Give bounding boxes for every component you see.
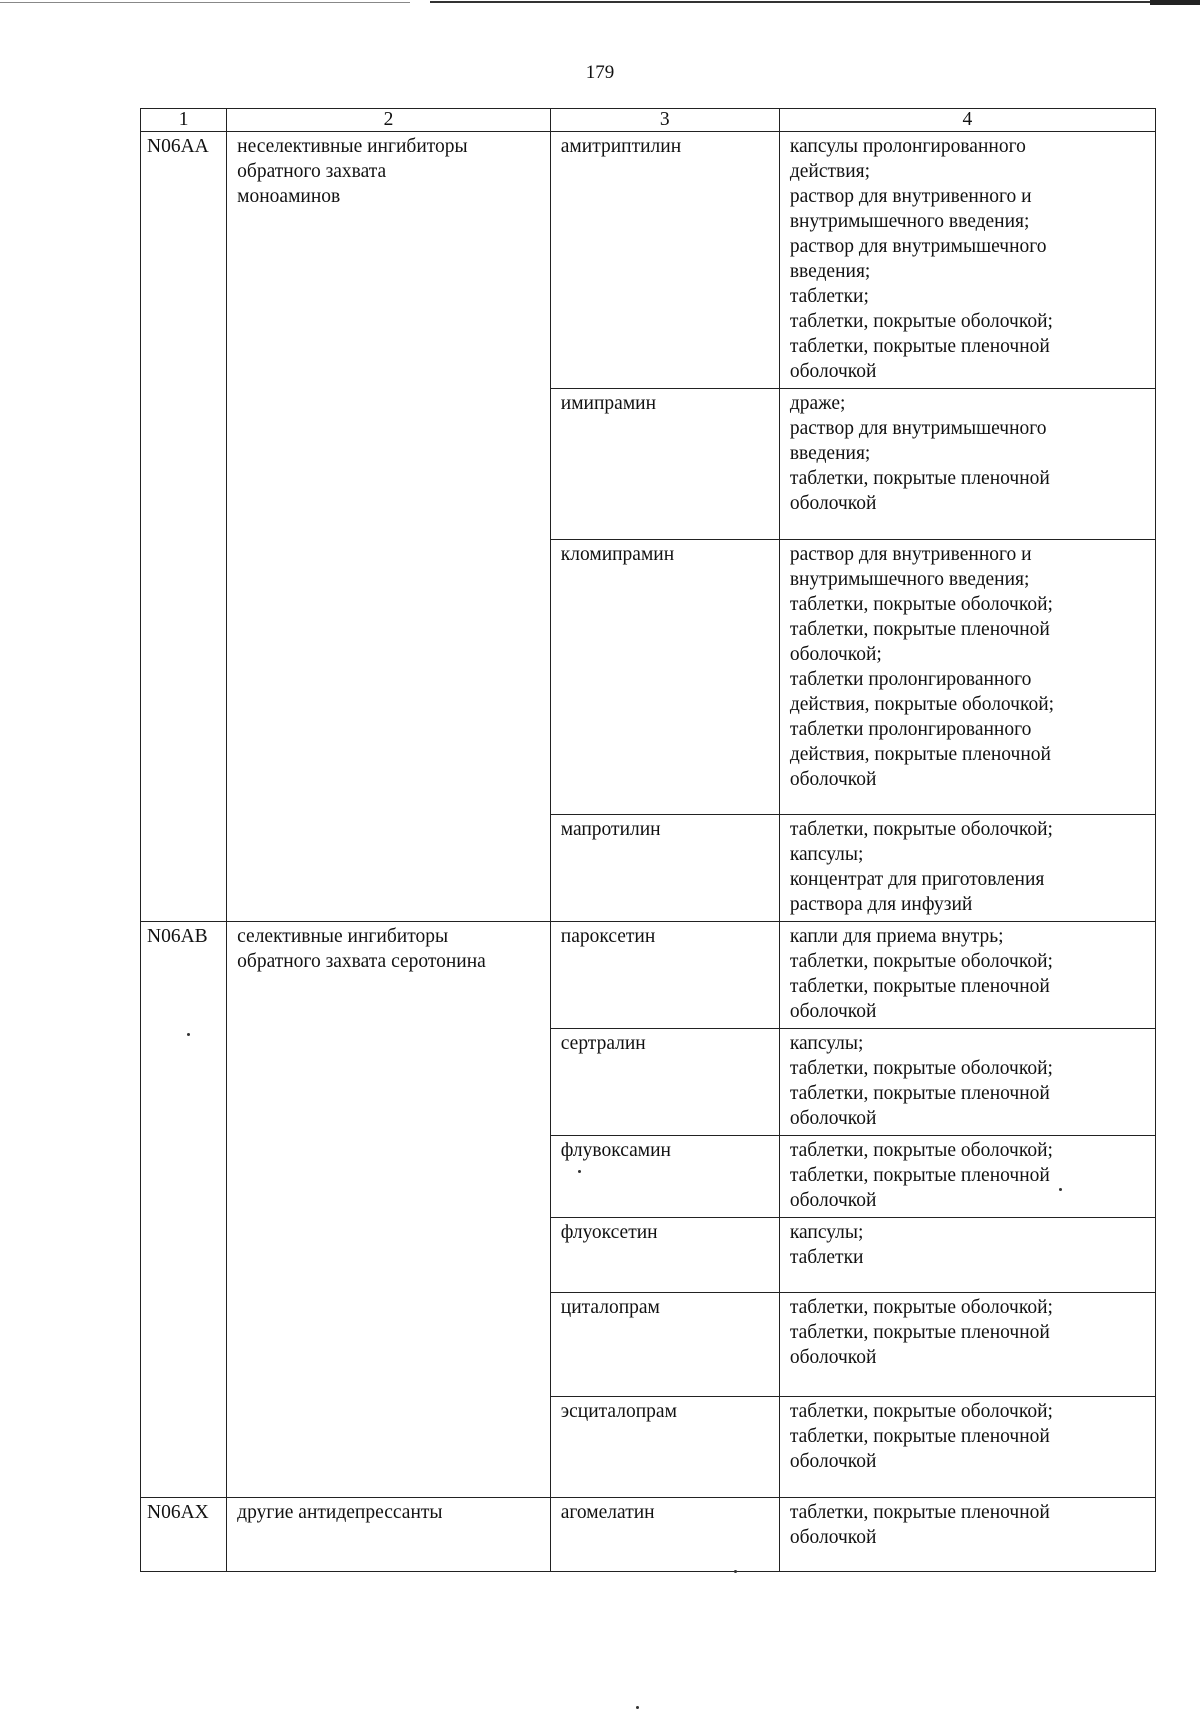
drug-name-cell: кломипрамин: [550, 540, 779, 815]
drug-name-cell: пароксетин: [550, 922, 779, 1029]
scan-speck: [1059, 1188, 1062, 1191]
dosage-form-line: таблетки;: [789, 286, 869, 307]
dosage-form-line: таблетки: [789, 1247, 864, 1268]
table-header-row: [141, 109, 1156, 132]
dosage-form-line: раствор для внутривенного и: [789, 544, 1032, 565]
dosage-form-line: капсулы;: [789, 1222, 864, 1243]
group-name-line: другие антидепрессанты: [237, 1502, 443, 1523]
dosage-form-line: действия;: [789, 161, 871, 182]
dosage-form-line: таблетки, покрытые пленочной: [789, 619, 1050, 640]
dosage-form-line: оболочкой: [789, 361, 877, 382]
table-row: [141, 132, 1156, 389]
dosage-form-line: раствор для внутримышечного: [789, 418, 1047, 439]
group-name-line: селективные ингибиторы: [237, 926, 449, 947]
dosage-form-line: капсулы пролонгированного: [789, 136, 1026, 157]
group-name-cell: [227, 132, 551, 922]
table-row: [141, 922, 1156, 1029]
dosage-forms-cell: [779, 1498, 1155, 1572]
dosage-form-line: внутримышечного введения;: [789, 211, 1030, 232]
dosage-form-line: таблетки, покрытые пленочной: [789, 1322, 1050, 1343]
drug-name-cell: амитриптилин: [550, 132, 779, 389]
dosage-forms-cell: [779, 1293, 1155, 1397]
dosage-form-line: таблетки, покрытые пленочной: [789, 1083, 1050, 1104]
atc-code-cell: N06AA: [141, 132, 227, 922]
drug-name-cell: флувоксамин: [550, 1136, 779, 1218]
scan-speck: [734, 1570, 737, 1573]
dosage-form-line: оболочкой: [789, 1190, 877, 1211]
column-header: 3: [550, 109, 779, 132]
dosage-form-line: оболочкой: [789, 1451, 877, 1472]
dosage-form-line: таблетки, покрытые оболочкой;: [789, 951, 1053, 972]
dosage-form-line: таблетки, покрытые пленочной: [789, 976, 1050, 997]
dosage-form-line: оболочкой;: [789, 644, 882, 665]
dosage-form-line: действия, покрытые оболочкой;: [789, 694, 1055, 715]
dosage-form-line: капли для приема внутрь;: [789, 926, 1004, 947]
column-header: 4: [779, 109, 1155, 132]
drug-name-cell: циталопрам: [550, 1293, 779, 1397]
drug-table: [140, 108, 1156, 1572]
dosage-form-line: действия, покрытые пленочной: [789, 744, 1051, 765]
dosage-forms-cell: [779, 1136, 1155, 1218]
dosage-forms-cell: [779, 815, 1155, 922]
dosage-form-line: таблетки, покрытые пленочной: [789, 336, 1050, 357]
dosage-form-line: таблетки, покрытые оболочкой;: [789, 1140, 1053, 1161]
dosage-form-line: таблетки, покрытые оболочкой;: [789, 1297, 1053, 1318]
dosage-forms-cell: [779, 1397, 1155, 1498]
scan-edge: [0, 0, 1200, 10]
dosage-form-line: таблетки, покрытые оболочкой;: [789, 1401, 1053, 1422]
page-number: 179: [585, 62, 615, 83]
dosage-form-line: раствор для внутримышечного: [789, 236, 1047, 257]
dosage-form-line: оболочкой: [789, 769, 877, 790]
dosage-form-line: таблетки пролонгированного: [789, 719, 1032, 740]
group-name-line: обратного захвата: [237, 161, 387, 182]
dosage-forms-cell: [779, 922, 1155, 1029]
dosage-form-line: таблетки, покрытые оболочкой;: [789, 311, 1053, 332]
dosage-forms-cell: [779, 1218, 1155, 1293]
dosage-forms-cell: [779, 1029, 1155, 1136]
atc-code-cell: N06AX: [141, 1498, 227, 1572]
drug-name-cell: эсциталопрам: [550, 1397, 779, 1498]
group-name-cell: [227, 1498, 551, 1572]
dosage-form-line: раствор для внутривенного и: [789, 186, 1032, 207]
dosage-form-line: капсулы;: [789, 844, 864, 865]
drug-name-cell: агомелатин: [550, 1498, 779, 1572]
dosage-form-line: введения;: [789, 443, 871, 464]
drug-name-cell: флуоксетин: [550, 1218, 779, 1293]
drug-name-cell: мапротилин: [550, 815, 779, 922]
scan-speck: [187, 1033, 190, 1036]
table-row: [141, 1498, 1156, 1572]
dosage-form-line: таблетки, покрытые пленочной: [789, 1502, 1050, 1523]
drug-name-cell: имипрамин: [550, 389, 779, 540]
dosage-form-line: таблетки, покрытые оболочкой;: [789, 594, 1053, 615]
dosage-form-line: внутримышечного введения;: [789, 569, 1030, 590]
group-name-cell: [227, 922, 551, 1498]
dosage-forms-cell: [779, 389, 1155, 540]
dosage-form-line: таблетки, покрытые пленочной: [789, 1426, 1050, 1447]
drug-name-cell: сертралин: [550, 1029, 779, 1136]
group-name-line: неселективные ингибиторы: [237, 136, 468, 157]
dosage-form-line: оболочкой: [789, 493, 877, 514]
column-header: 1: [141, 109, 227, 132]
dosage-form-line: таблетки, покрытые пленочной: [789, 468, 1050, 489]
dosage-forms-cell: [779, 540, 1155, 815]
scan-speck: [578, 1170, 581, 1173]
dosage-form-line: раствора для инфузий: [789, 894, 973, 915]
atc-code-cell: N06AB: [141, 922, 227, 1498]
dosage-forms-cell: [779, 132, 1155, 389]
dosage-form-line: таблетки, покрытые оболочкой;: [789, 819, 1053, 840]
group-name-line: обратного захвата серотонина: [237, 951, 486, 972]
column-header: 2: [227, 109, 551, 132]
dosage-form-line: капсулы;: [789, 1033, 864, 1054]
dosage-form-line: драже;: [789, 393, 846, 414]
dosage-form-line: концентрат для приготовления: [789, 869, 1045, 890]
dosage-form-line: оболочкой: [789, 1108, 877, 1129]
dosage-form-line: оболочкой: [789, 1347, 877, 1368]
scan-speck: [636, 1706, 639, 1709]
dosage-form-line: таблетки пролонгированного: [789, 669, 1032, 690]
dosage-form-line: таблетки, покрытые пленочной: [789, 1165, 1050, 1186]
group-name-line: моноаминов: [237, 186, 341, 207]
dosage-form-line: оболочкой: [789, 1527, 877, 1548]
dosage-form-line: таблетки, покрытые оболочкой;: [789, 1058, 1053, 1079]
dosage-form-line: введения;: [789, 261, 871, 282]
dosage-form-line: оболочкой: [789, 1001, 877, 1022]
